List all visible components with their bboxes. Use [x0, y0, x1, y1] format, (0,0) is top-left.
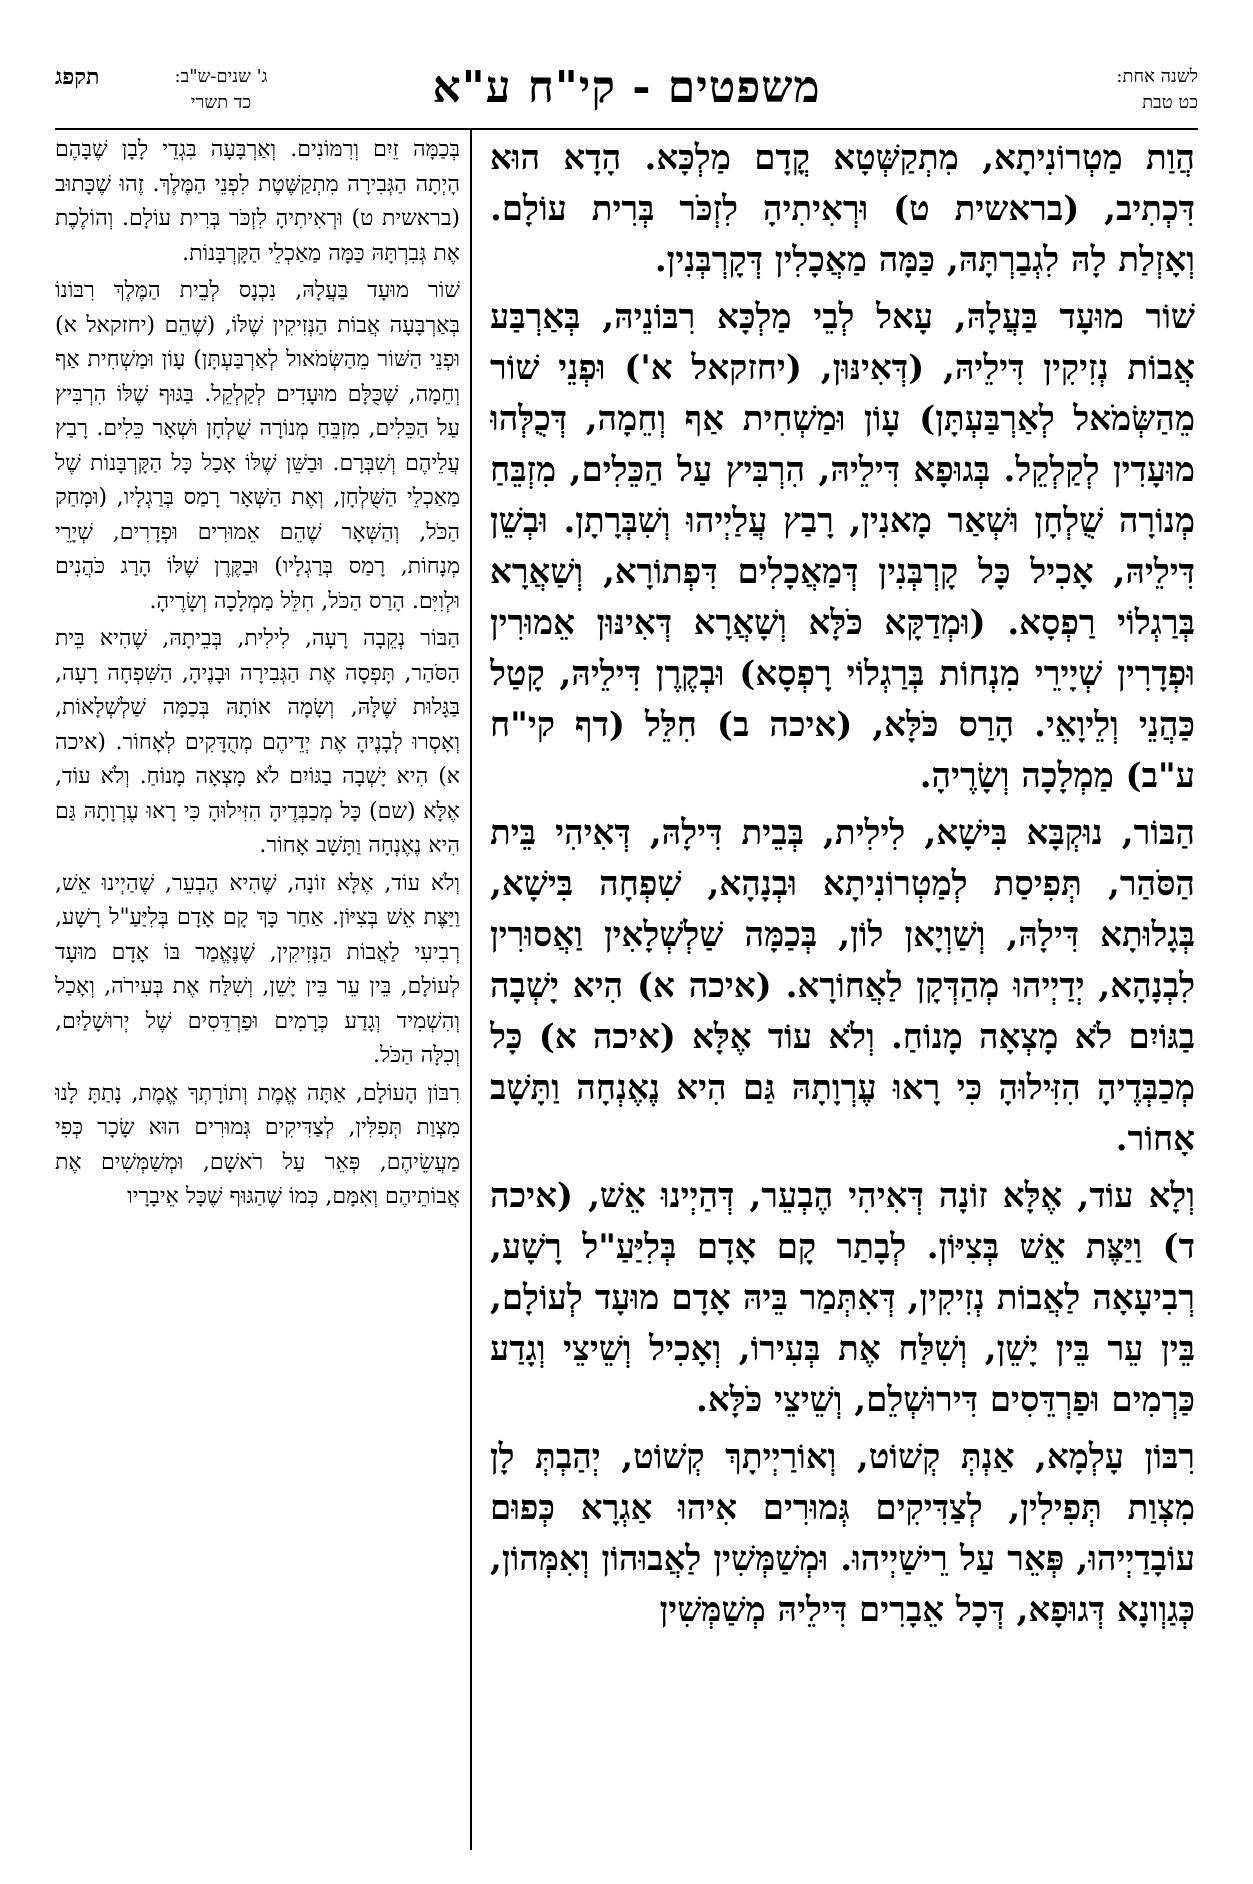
main-paragraph-1: הֲוַת מַטְרוֹנִיתָא, מִתְקַשְּׁטָא קֳדָם מַלְכָּא. הָדָא הוּא דִּכְתִיב, (בראשית ט) וּרְאִיתִיהָ לִזְכֹּר בְּרִית עוֹלָם. וְאָזְלַת לָהּ לִגְבַרְתָּהּ, כַּמָּה מַאֲכָלִין דְּקָרְבְּנִין. [490, 138, 1195, 280]
main-paragraph-2: שׁוֹר מוּעָד בַּעֲלָהּ, עָאל לְבֵי מַלְכָּא רִבּוֹנֵיהּ, בְּאַרְבַּע אֲבוֹת נְזִיקִין דִּילֵיהּ, (דְּאִינּוּן, (יחזקאל א') וּפְנֵי שׁוֹר מֵהַשְּׂמֹאל לְאַרְבַּעְתָּן) עָוֹן וּמַשְׁחִית אַף וְחֵמָה, דְּכֻלְּהוּ מוּעָדִין לְקַלְקֵל. בְּגוּפָא דִּילֵיהּ, הִרְבִּיץ עַל הַכֵּלִים, מִזְבֵּחַ מְנוֹרָה שֻׁלְחָן וּשְׁאַר מָאנִין, רָבַץ עֲלַיְיהוּ וְשִׁבְּרָתָן. וּבְשֵׁן דִּילֵיהּ, אָכִיל כָּל קָרְבְּנִין דְּמַאֲכָלִים דִּפְתוֹרָא, וְשַׁאֲרָא בְּרַגְלוֹי רַפְסָא. (וּמְדַקָּא כֹּלָּא וְשָׁאֲרָא דְּאִינּוּן אֵמוּרִין וּפְדָרִין שְׁיָירֵי מִנְחוֹת בְּרַגְלוֹי רָפְסָא) וּבְקֶרֶן דִּילֵיהּ, קָטַל כַּהֲנֵי וְלֵיוָאֵי. הָרַס כֹּלָּא, (איכה ב) חִלֵּל (דף קי"ח ע"ב) מַמְלָכָה וְשָׂרֶיהָ. [490, 297, 1195, 796]
side-paragraph-1: בְּכַמָּה זֵיִם וְרִמּוֹנִים. וְאַרְבָּעָה בִּגְדֵי לָבָן שֶׁבָּהֶם הָיְתָה הַגְּבִירָה מִתְקַשֶּׁטֶת לִפְנֵי הַמֶּלֶךְ. זֶהוּ שֶׁכָּתוּב (בראשית ט) וּרְאִיתִיהָ לִזְכֹּר בְּרִית עוֹלָם. וְהוֹלֶכֶת אֶת גְּבִרְתָּהּ כַּמָּה מַאַכְלֵי הַקָּרְבָּנוֹת. [55, 137, 460, 266]
header-rule [55, 128, 1198, 130]
translation-column [55, 133, 460, 1873]
side-paragraph-2: שׁוֹר מוּעָד בַּעֲלָהּ, נִכְנָס לְבֵית הַמֶּלֶךְ רִבּוֹנוֹ בְּאַרְבָּעָה אֲבוֹת הַנְּזִיקִין שֶׁלּוֹ, (שֶׁהֵם (יחזקאל א) וּפְנֵי הַשּׁוֹר מֵהַשְּׂמֹאול לְאַרְבַּעְתָּן) עָוֹן וּמַשְׁחִית אַף וְחֵמָה, שֶׁכֻּלָּם מוּעָדִים לְקַלְקֵל. בַּגּוּף שֶׁלּוֹ הִרְבִּיץ עַל הַכֵּלִים, מִזְבֵּחַ מְנוֹרָה שֻׁלְחָן וּשְׁאָר כֵּלִים. רָבַץ עֲלֵיהֶם וְשִׁבְּרָם. וּבַשֵּׁן שֶׁלּוֹ אָכַל כָּל הַקָּרְבָּנוֹת שֶׁל מַאַכְלֵי הַשֻּׁלְחָן, וְאֶת הַשְּׁאָר רָמַס בְּרַגְלָיו, (וּמָחַק הַכֹּל, וְהַשְּׁאָר שֶׁהֵם אֵמוּרִים וּפְדָרִים, שְׁיָרֵי מְנָחוֹת, רָמַס בְּרַגְלָיו) וּבַקֶּרֶן שֶׁלּוֹ הָרַג כֹּהֲנִים וּלְוִיִּם. הָרַס הַכֹּל, חִלֵּל מַמְלָכָה וְשָׂרֶיהָ. [55, 278, 460, 614]
side-paragraph-3: הַבּוֹר נְקֵבָה רָעָה, לִילִית, בְּבֵיתָהּ, שֶׁהִיא בֵּית הַסֹּהַר, תָּפְסָה אֶת הַגְּבִירָה וּבָנֶיהָ, הַשִּׁפְחָה רָעָה, בַּגָּלוּת שֶׁלָּהּ, וְשָׂמָה אוֹתָהּ בְּכַמָּה שַׁלְשְׁלָאוֹת, וְאָסְרוּ לְבָנֶיהָ אֶת יְדֵיהֶם מְהֻדָּקִים לְאָחוֹר. (איכה א) הִיא יָשְׁבָה בַגּוֹיִם לֹא מָצְאָה מָנוֹחַ. וְלֹא עוֹד, אֶלָּא (שם) כָּל מְכַבְּדֶיהָ הִזִּילוּהָ כִּי רָאוּ עֶרְוָתָהּ גַּם הִיא נֶאֶנְחָה וַתָּשָׁב אָחוֹר. [55, 626, 460, 858]
header-left-line1: ג' שנים-ש"ב: [174, 66, 268, 87]
header-right-line2: כט טבת [1142, 92, 1198, 113]
page-header [55, 58, 1198, 128]
header-right-line1: לשנה אחת: [1116, 66, 1198, 87]
page-number: תקפג [55, 64, 100, 90]
main-text-column [490, 133, 1195, 1873]
column-divider [470, 130, 472, 1850]
main-paragraph-5: רִבּוֹן עָלְמָא, אַנְתְּ קְשׁוֹט, וְאוֹרַיְיתָךְ קְשׁוֹט, יְהַבְתְּ לָן מִצְוַת תְּפִילִין, לְצַדִּיקִים גְּמוּרִים אִיהוּ אַגְרָא כְּפוּם עוֹבָדַיְיהוּ, פְּאֵר עַל רֵישַׁיְיהוּ. וּמְשַׁמְּשִׁין לַאֲבוּהוֹן וְאִמְּהוֹן, כְּגַוְונָא דְּגוּפָא, דְּכָל אֵבָרִים דִּילֵיהּ מְשַׁמְּשִׁין [490, 1437, 1195, 1630]
side-paragraph-5: רִבּוֹן הָעוֹלָם, אַתָּה אֱמֶת וְתוֹרָתְךָ אֱמֶת, נָתַתָּ לָנוּ מִצְוַת תְּפִלִּין, לְצַדִּיקִים גְּמוּרִים הוּא שָׂכָר כְּפִי מַעֲשֵׂיהֶם, פְּאֵר עַל רֹאשָׁם, וּמְשַׁמְּשִׁים אֶת אֲבוֹתֵיהֶם וְאִמָּם, כְּמוֹ שֶׁהַגּוּף שֶׁכָּל אֵיבָרָיו [55, 1080, 460, 1209]
page-title: משפטים - קי"ח ע"א [432, 62, 821, 113]
header-left-line2: כד תשרי [190, 92, 252, 113]
main-paragraph-3: הַבּוֹר, נוּקְבָּא בִּישָׁא, לִילִית, בְּבֵית דִּילָהּ, דְּאִיהִי בֵּית הַסֹּהַר, תְּפִיסַת לְמַטְרוֹנִיתָא וּבְנָהָא, שִׁפְחָה בִּישָׁא, בְּגָלוּתָא דִּילָהּ, וְשַׁוְיָאן לוֹן, בְּכַמָּה שַׁלְשְׁלָאִין וַאֲסוּרִין לִבְנָהָא, יְדַיְיהוּ מְהַדְּקָן לַאֲחוֹרָא. (איכה א) הִיא יָשְׁבָה בַגּוֹיִם לֹא מָצְאָה מָנוֹחַ. וְלֹא עוֹד אֶלָּא (איכה א) כָּל מְכַבְּדֶיהָ הִזִּילוּהָ כִּי רָאוּ עֶרְוָתָהּ גַּם הִיא נֶאֶנְחָה וַתָּשָׁב אָחוֹר. [490, 813, 1195, 1159]
header-left-dates [121, 64, 321, 116]
main-paragraph-4: וְלָא עוֹד, אֶלָּא זוֹנָה דְּאִיהִי הֶבְעֵר, דְּהַיְינוּ אֵשׁ, (איכה ד) וַיַּצֶּת אֵשׁ בְּצִיּוֹן. לְבָתַר קָם אָדָם בְּלִיַּעַ"ל רָשָׁע, רְבִיעָאָה לַאֲבוֹת נְזִיקִין, דְּאִתְּמַר בֵּיהּ אָדָם מוּעָד לְעוֹלָם, בֵּין עֵר בֵּין יָשֵׁן, וְשִׁלַּח אֶת בְּעִירוֹ, וְאָכִיל וְשֵׁיצֵי וְגָדַע כַּרְמִים וּפַרְדֵּסִים דִּירוּשְׁלֵם, וְשֵׁיצֵי כֹּלָּא. [490, 1176, 1195, 1420]
side-paragraph-4: וְלֹא עוֹד, אֶלָּא זוֹנָה, שֶׁהִיא הֶבְעֵר, שֶׁהַיְינוּ אֵשׁ, וַיַּצֶּת אֵשׁ בְּצִיּוֹן. אַחַר כָּךְ קָם אָדָם בְּלִיַּעַ"ל רָשָׁע, רְבִיעִי לַאֲבוֹת הַנְּזִיקִין, שֶׁנֶּאֱמַר בּוֹ אָדָם מוּעָד לְעוֹלָם, בֵּין עֵר בֵּין יָשֵׁן, וְשִׁלַּח אֶת בְּעִירֹה, וְאָכַל וְהִשְׁמִיד וְגָדַע כְּרָמִים וּפַרְדֵּסִים שֶׁל יְרוּשָׁלַיִם, וְכִלָּה הַכֹּל. [55, 870, 460, 1068]
